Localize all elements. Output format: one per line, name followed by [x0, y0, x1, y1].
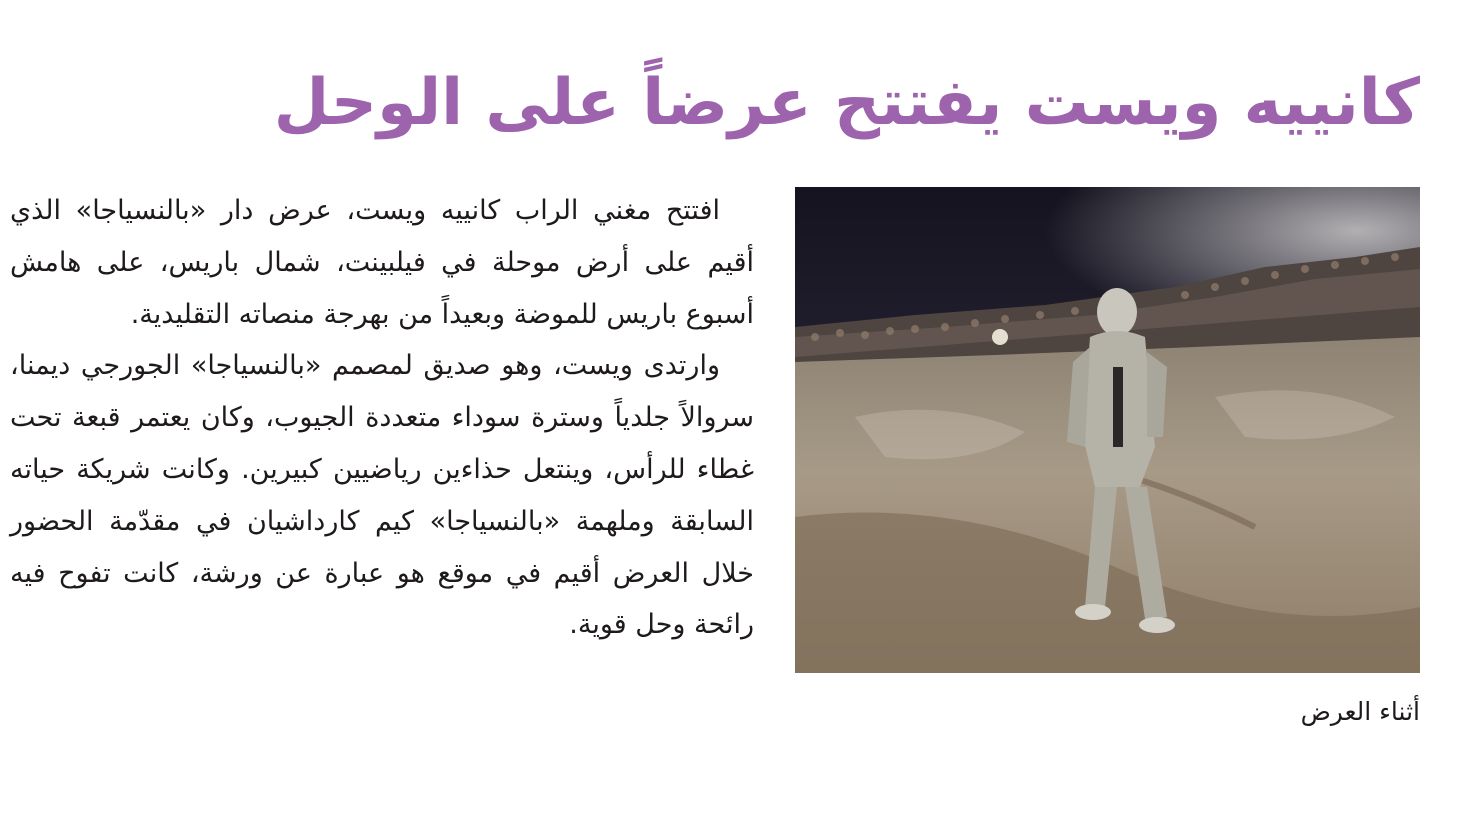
article-paragraph: وارتدى ويست، وهو صديق لمصمم «بالنسياجا» الجورجي ديمنا، سروالاً جلدياً وسترة سوداء متعددة الجيوب، وكان يعتمر قبعة تحت غطاء للرأس، وينتعل حذاءين رياضيين كبيرين. وكانت شريكة حياته السابقة وملهمة «بالنسياجا» كيم كارداشيان في مقدّمة الحضور خلال العرض أقيم في موقع هو عبارة عن ورشة، كانت تفوح فيه رائحة وحل قوية.: [10, 350, 754, 641]
article-body: [10, 185, 754, 651]
headline: كانييه ويست يفتتح عرضاً على الوحل: [273, 66, 1420, 140]
mud-runway-image: [795, 187, 1420, 673]
article-paragraph: افتتح مغني الراب كانييه ويست، عرض دار «بالنسياجا» الذي أقيم على أرض موحلة في فيلبينت، شمال باريس، على هامش أسبوع باريس للموضة وبعيداً من بهرجة منصاته التقليدية.: [10, 195, 754, 330]
photo-caption: أثناء العرض: [1300, 697, 1420, 726]
news-photo: [795, 187, 1420, 673]
